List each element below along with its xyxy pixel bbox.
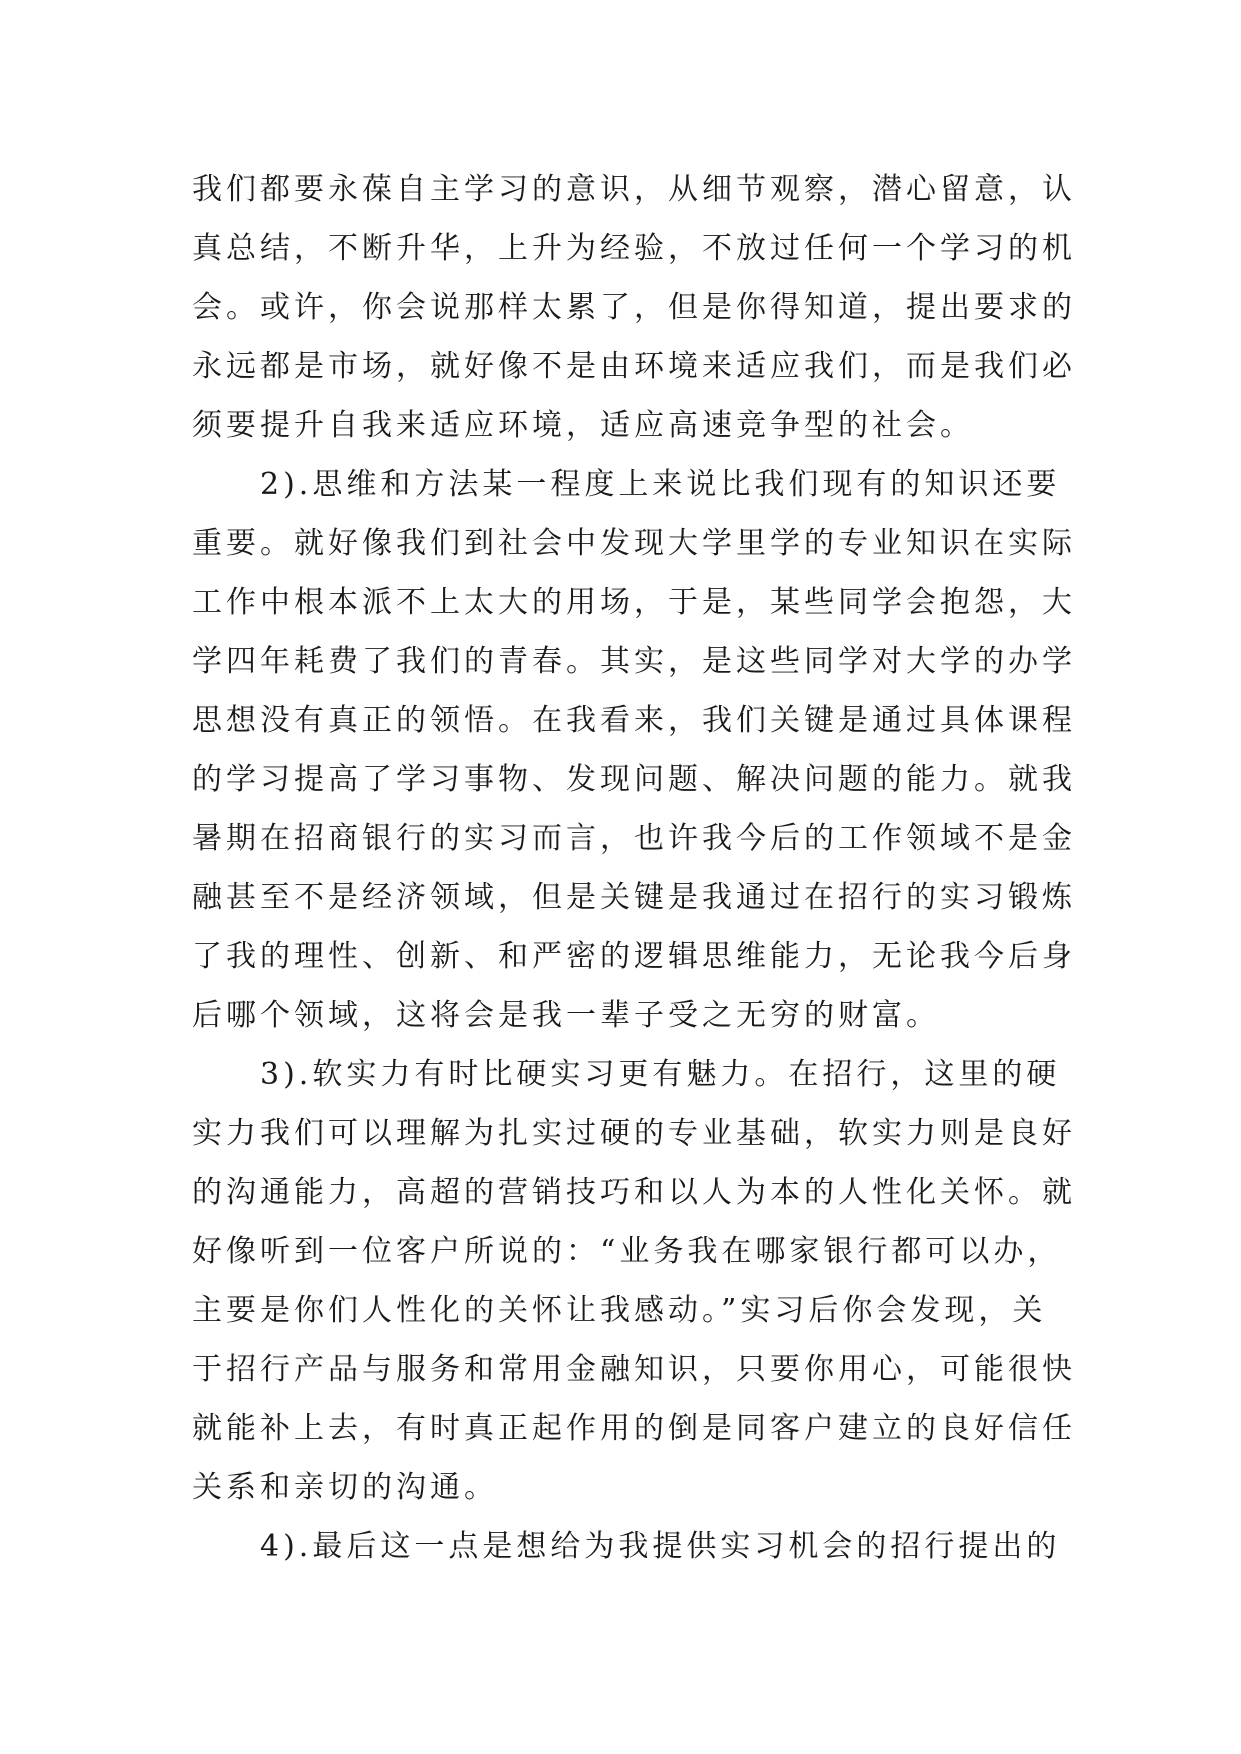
text-line: 于招行产品与服务和常用金融知识，只要你用心，可能很快 [192, 1352, 1076, 1387]
text-line: 学四年耗费了我们的青春。其实，是这些同学对大学的办学 [192, 644, 1076, 679]
text-line: 工作中根本派不上太大的用场，于是，某些同学会抱怨，大 [192, 585, 1076, 620]
text-line: 的学习提高了学习事物、发现问题、解决问题的能力。就我 [192, 762, 1076, 797]
text-line: 融甚至不是经济领域，但是关键是我通过在招行的实习锻炼 [192, 880, 1076, 915]
text-line: 好像听到一位客户所说的：“业务我在哪家银行都可以办， [192, 1234, 1062, 1269]
text-line: 主要是你们人性化的关怀让我感动。”实习后你会发现，关 [192, 1293, 1047, 1328]
text-line: 暑期在招商银行的实习而言，也许我今后的工作领域不是金 [192, 821, 1076, 856]
paragraph-start-line: 2).思维和方法某一程度上来说比我们现有的知识还要 [192, 467, 1061, 502]
text-line: 思想没有真正的领悟。在我看来，我们关键是通过具体课程 [192, 703, 1076, 738]
text-line: 永远都是市场，就好像不是由环境来适应我们，而是我们必 [192, 349, 1076, 384]
text-line: 实力我们可以理解为扎实过硬的专业基础，软实力则是良好 [192, 1116, 1076, 1151]
document-body [192, 160, 1076, 1576]
paragraph-start-line: 3).软实力有时比硬实习更有魅力。在招行，这里的硬 [192, 1057, 1061, 1092]
text-line: 就能补上去，有时真正起作用的倒是同客户建立的良好信任 [192, 1411, 1076, 1446]
text-line: 后哪个领域，这将会是我一辈子受之无穷的财富。 [192, 998, 940, 1033]
text-line: 了我的理性、创新、和严密的逻辑思维能力，无论我今后身 [192, 939, 1076, 974]
text-line: 我们都要永葆自主学习的意识，从细节观察，潜心留意，认 [192, 172, 1076, 207]
text-line: 关系和亲切的沟通。 [192, 1470, 498, 1505]
text-line: 真总结，不断升华，上升为经验，不放过任何一个学习的机 [192, 231, 1076, 266]
paragraph-start-line: 4).最后这一点是想给为我提供实习机会的招行提出的 [192, 1529, 1061, 1564]
text-line: 会。或许，你会说那样太累了，但是你得知道，提出要求的 [192, 290, 1076, 325]
text-line: 重要。就好像我们到社会中发现大学里学的专业知识在实际 [192, 526, 1076, 561]
text-line: 的沟通能力，高超的营销技巧和以人为本的人性化关怀。就 [192, 1175, 1076, 1210]
text-line: 须要提升自我来适应环境，适应高速竞争型的社会。 [192, 408, 974, 443]
